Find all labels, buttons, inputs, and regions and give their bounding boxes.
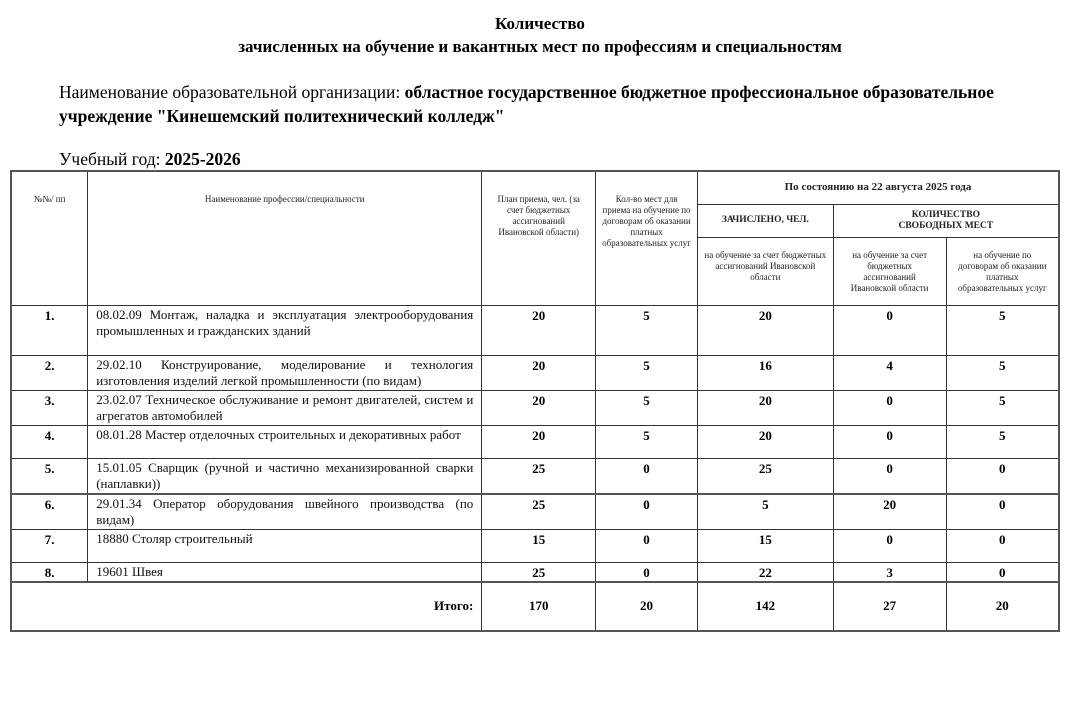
table-row	[11, 458, 1059, 494]
total-enrolled: 142	[698, 582, 834, 631]
row-paid: 0	[596, 458, 698, 494]
row-vacant-paid: 5	[946, 390, 1059, 425]
table-row	[11, 562, 1059, 582]
table-row	[11, 529, 1059, 562]
row-vacant-paid: 5	[946, 355, 1059, 390]
table-row	[11, 305, 1059, 355]
row-vacant-paid: 5	[946, 305, 1059, 355]
row-vacant-budget: 0	[833, 425, 946, 458]
row-vacant-paid: 0	[946, 562, 1059, 582]
row-plan: 20	[482, 390, 596, 425]
total-vacant-budget: 27	[833, 582, 946, 631]
row-name: 29.01.34 Оператор оборудования швейного производства (по видам)	[88, 494, 482, 530]
row-enrolled: 25	[698, 458, 834, 494]
total-plan: 170	[482, 582, 596, 631]
row-plan: 25	[482, 458, 596, 494]
row-num: 8.	[11, 562, 88, 582]
organization-info	[59, 80, 1019, 128]
header-status-date: По состоянию на 22 августа 2025 года	[698, 171, 1060, 204]
row-vacant-budget: 0	[833, 458, 946, 494]
total-label: Итого:	[11, 582, 482, 631]
row-paid: 5	[596, 355, 698, 390]
table-row	[11, 494, 1059, 530]
row-num: 1.	[11, 305, 88, 355]
row-paid: 0	[596, 529, 698, 562]
row-plan: 20	[482, 355, 596, 390]
header-vacant: КОЛИЧЕСТВО СВОБОДНЫХ МЕСТ	[833, 204, 1059, 237]
row-plan: 25	[482, 562, 596, 582]
academic-year-value: 2025-2026	[164, 149, 241, 169]
document-title: Количество	[495, 14, 585, 33]
organization-label: Наименование образовательной организации:	[59, 82, 405, 102]
total-paid: 20	[596, 582, 698, 631]
row-paid: 0	[596, 494, 698, 530]
document-subtitle: зачисленных на обучение и вакантных мест по профессиям и специальностям	[238, 37, 842, 56]
table-row	[11, 425, 1059, 458]
row-vacant-budget: 20	[833, 494, 946, 530]
row-vacant-paid: 0	[946, 458, 1059, 494]
row-paid: 5	[596, 390, 698, 425]
row-vacant-budget: 0	[833, 305, 946, 355]
total-vacant-paid: 20	[946, 582, 1059, 631]
row-enrolled: 22	[698, 562, 834, 582]
header-vacant-paid: на обучение по договорам об оказании платных образовательных услуг	[946, 237, 1059, 305]
header-plan: План приема, чел. (за счет бюджетных ассигнований Ивановской области)	[482, 171, 596, 305]
academic-year-label: Учебный год:	[59, 149, 165, 169]
row-vacant-paid: 0	[946, 494, 1059, 530]
row-plan: 20	[482, 305, 596, 355]
row-name: 15.01.05 Сварщик (ручной и частично механизированной сварки (наплавки))	[88, 458, 482, 494]
row-plan: 20	[482, 425, 596, 458]
table-row	[11, 355, 1059, 390]
row-vacant-paid: 0	[946, 529, 1059, 562]
row-plan: 15	[482, 529, 596, 562]
row-num: 5.	[11, 458, 88, 494]
row-name: 18880 Столяр строительный	[88, 529, 482, 562]
organization-name: областное государственное бюджетное профессиональное образовательное учреждение "Кинешемский политехнический колледж"	[59, 82, 994, 126]
row-paid: 0	[596, 562, 698, 582]
row-name: 08.02.09 Монтаж, наладка и эксплуатация электрооборудования промышленных и гражданских зданий	[88, 305, 482, 355]
row-name: 29.02.10 Конструирование, моделирование и технология изготовления изделий легкой промышленности (по видам)	[88, 355, 482, 390]
row-num: 4.	[11, 425, 88, 458]
row-enrolled: 15	[698, 529, 834, 562]
row-vacant-budget: 3	[833, 562, 946, 582]
row-num: 6.	[11, 494, 88, 530]
header-num: №№/ пп	[11, 171, 88, 305]
row-name: 23.02.07 Техническое обслуживание и ремонт двигателей, систем и агрегатов автомобилей	[88, 390, 482, 425]
row-paid: 5	[596, 425, 698, 458]
row-num: 2.	[11, 355, 88, 390]
row-enrolled: 16	[698, 355, 834, 390]
row-vacant-budget: 4	[833, 355, 946, 390]
academic-year	[59, 149, 241, 170]
enrollment-table	[10, 170, 1060, 632]
table-row	[11, 390, 1059, 425]
row-name: 19601 Швея	[88, 562, 482, 582]
row-vacant-paid: 5	[946, 425, 1059, 458]
header-name: Наименование профессии/специальности	[88, 171, 482, 305]
row-vacant-budget: 0	[833, 529, 946, 562]
header-paid-places: Кол-во мест для приема на обучение по договорам об оказании платных образовательных услуг	[596, 171, 698, 305]
header-enrolled-budget: на обучение за счет бюджетных ассигнований Ивановской области	[698, 237, 834, 305]
total-row	[11, 582, 1059, 631]
header-vacant-budget: на обучение за счет бюджетных ассигнований Ивановской области	[833, 237, 946, 305]
row-num: 3.	[11, 390, 88, 425]
row-plan: 25	[482, 494, 596, 530]
row-enrolled: 20	[698, 425, 834, 458]
row-vacant-budget: 0	[833, 390, 946, 425]
row-paid: 5	[596, 305, 698, 355]
row-enrolled: 5	[698, 494, 834, 530]
row-enrolled: 20	[698, 390, 834, 425]
row-enrolled: 20	[698, 305, 834, 355]
row-num: 7.	[11, 529, 88, 562]
row-name: 08.01.28 Мастер отделочных строительных и декоративных работ	[88, 425, 482, 458]
header-enrolled: ЗАЧИСЛЕНО, ЧЕЛ.	[698, 204, 834, 237]
